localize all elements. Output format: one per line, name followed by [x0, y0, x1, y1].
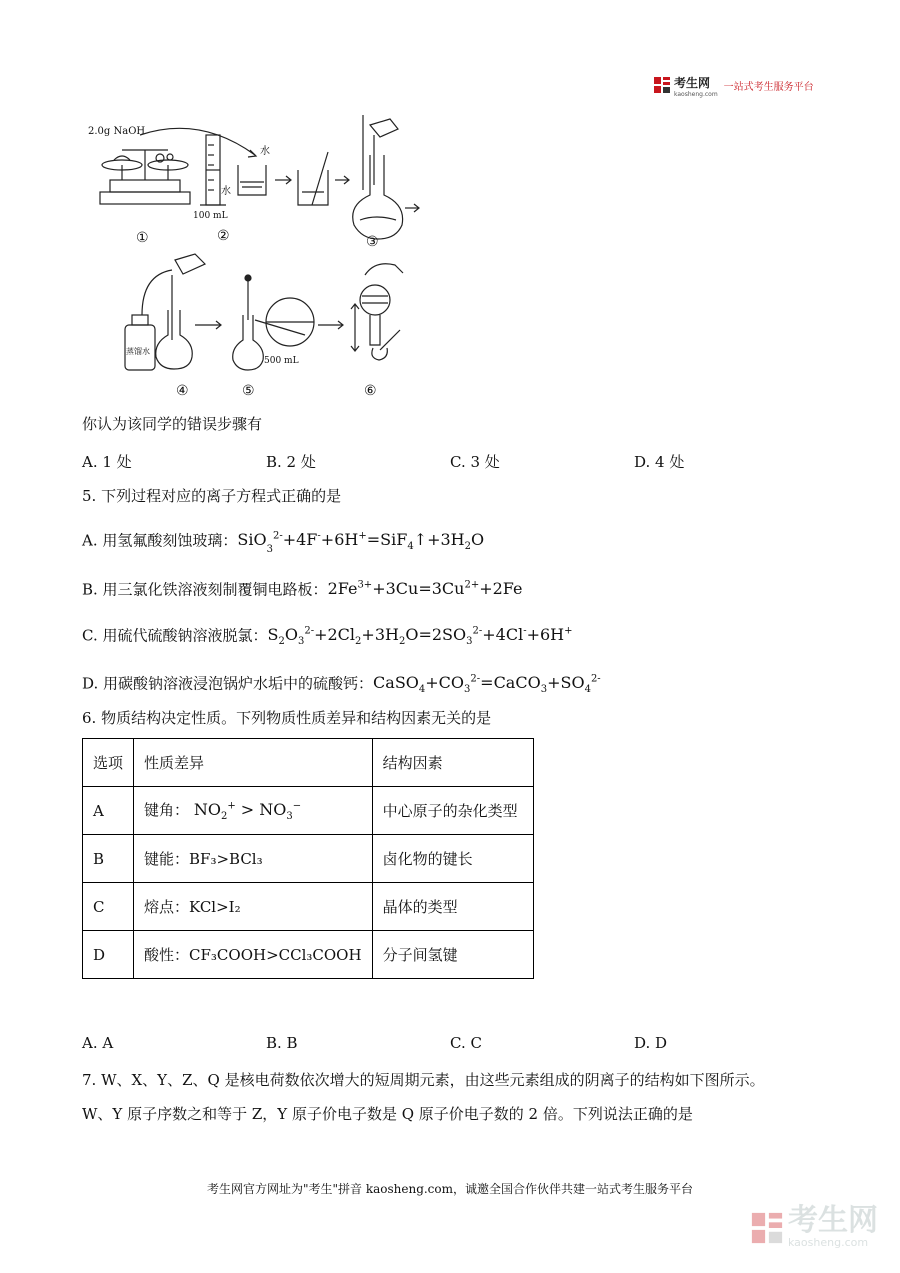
cylinder-illustration — [193, 135, 231, 221]
q5-option-a-text: A. 用氢氟酸刻蚀玻璃： — [82, 531, 238, 550]
row-factor: 分子间氢键 — [372, 931, 533, 979]
q6-options — [0, 1034, 900, 1054]
logo-sub: kaosheng.com — [674, 91, 718, 98]
q6-stem: 6. 物质结构决定性质。下列物质性质差异和结构因素无关的是 — [82, 709, 492, 727]
washing-illustration — [125, 254, 221, 370]
logo-slogan: 一站式考生服务平台 — [723, 81, 814, 93]
table-row — [83, 835, 534, 883]
step-label-4: ④ — [176, 383, 189, 399]
row-key: C — [83, 883, 134, 931]
q4-option-a: A. 1 处 — [82, 453, 132, 471]
table-header-row — [83, 739, 534, 787]
dropper-illustration — [233, 275, 343, 370]
q5-option-b-equation: $2Fe^{3+}+3Cu=3Cu^{2+}+2Fe$ — [327, 579, 523, 599]
row-key: A — [83, 787, 134, 835]
row-property — [134, 787, 373, 835]
beaker-illustration — [238, 144, 291, 195]
row-factor: 卤化物的键长 — [372, 835, 533, 883]
row-key: D — [83, 931, 134, 979]
q5-option-a — [82, 527, 484, 558]
header-logo — [653, 75, 814, 98]
stirring-illustration — [298, 152, 349, 205]
table-row — [83, 931, 534, 979]
step-label-6: ⑥ — [364, 383, 377, 399]
table-row — [83, 883, 534, 931]
label-distilled: 蒸馏水 — [126, 347, 150, 356]
watermark — [750, 1203, 878, 1249]
row-property-label: 键角： — [144, 800, 190, 819]
q5-option-d-text: D. 用碳酸钠溶液浸泡锅炉水垢中的硫酸钙： — [82, 674, 374, 693]
header-factor: 结构因素 — [372, 739, 533, 787]
step-label-3: ③ — [366, 234, 379, 250]
watermark-sub: kaosheng.com — [788, 1236, 869, 1249]
q6-option-b: B. B — [266, 1034, 298, 1052]
q6-table — [82, 738, 534, 979]
q4-option-c: C. 3 处 — [450, 453, 500, 471]
page-footer: 考生网官方网址为"考生"拼音 kaosheng.com，诚邀全国合作伙伴共建一站式考生服务平台 — [206, 1182, 694, 1196]
q6-option-d: D. D — [634, 1034, 668, 1052]
row-property: 熔点：KCl>I₂ — [134, 883, 373, 931]
step-label-1: ① — [136, 230, 149, 246]
row-property: 酸性：CF₃COOH>CCl₃COOH — [134, 931, 373, 979]
q5-option-b — [82, 576, 522, 599]
q5-option-c-equation: $S_2O_3^{2-}+2Cl_2+3H_2O=2SO_3^{2-}+4Cl^-+6H^+$ — [267, 625, 573, 648]
inverting-illustration — [351, 264, 403, 360]
q7-line-1: 7. W、X、Y、Z、Q 是核电荷数依次增大的短周期元素，由这些元素组成的阴离子的结构如下图所示。 — [82, 1071, 765, 1089]
q6-option-c: C. C — [450, 1034, 482, 1052]
experiment-figure — [80, 110, 420, 402]
q5-option-d — [82, 670, 601, 701]
q5-stem: 5. 下列过程对应的离子方程式正确的是 — [82, 487, 342, 505]
watermark-logo-icon — [750, 1211, 784, 1245]
kaosheng-logo-icon — [653, 76, 671, 94]
label-water-b: 水 — [221, 186, 231, 197]
step-label-2: ② — [217, 228, 230, 244]
q4-options — [0, 451, 900, 471]
q5-option-c — [82, 622, 573, 653]
row-property: 键能：BF₃>BCl₃ — [134, 835, 373, 883]
label-water-a: 水 — [260, 146, 270, 157]
row-property-formula: $NO_2^+ > NO_3^-$ — [193, 799, 302, 823]
row-factor: 中心原子的杂化类型 — [372, 787, 533, 835]
q4-prompt: 你认为该同学的错误步骤有 — [82, 415, 263, 433]
logo-name: 考生网 — [674, 76, 711, 90]
watermark-name: 考生网 — [788, 1203, 878, 1238]
header-property: 性质差异 — [134, 739, 373, 787]
label-100ml: 100 mL — [193, 211, 228, 221]
header-option: 选项 — [83, 739, 134, 787]
row-factor: 晶体的类型 — [372, 883, 533, 931]
q4-option-b: B. 2 处 — [266, 453, 316, 471]
label-naoh: 2.0g NaOH — [88, 126, 146, 137]
q5-option-d-equation: $CaSO_4+CO_3^{2-}=CaCO_3+SO_4^{2-}$ — [373, 673, 601, 696]
step-label-5: ⑤ — [242, 383, 255, 399]
q5-option-c-text: C. 用硫代硫酸钠溶液脱氯： — [82, 626, 268, 645]
q4-option-d: D. 4 处 — [634, 453, 685, 471]
row-key: B — [83, 835, 134, 883]
q5-option-b-text: B. 用三氯化铁溶液刻制覆铜电路板： — [82, 580, 328, 599]
q5-option-a-equation: $SiO_3^{2-}+4F^-+6H^+=SiF_4↑+3H_2O$ — [237, 530, 485, 555]
table-row — [83, 787, 534, 835]
label-500ml: 500 mL — [264, 356, 299, 366]
flask-pouring-illustration — [353, 115, 419, 239]
q6-option-a: A. A — [82, 1034, 114, 1052]
q7-line-2: W、Y 原子序数之和等于 Z，Y 原子价电子数是 Q 原子价电子数的 2 倍。下列说法正确的是 — [82, 1105, 693, 1123]
